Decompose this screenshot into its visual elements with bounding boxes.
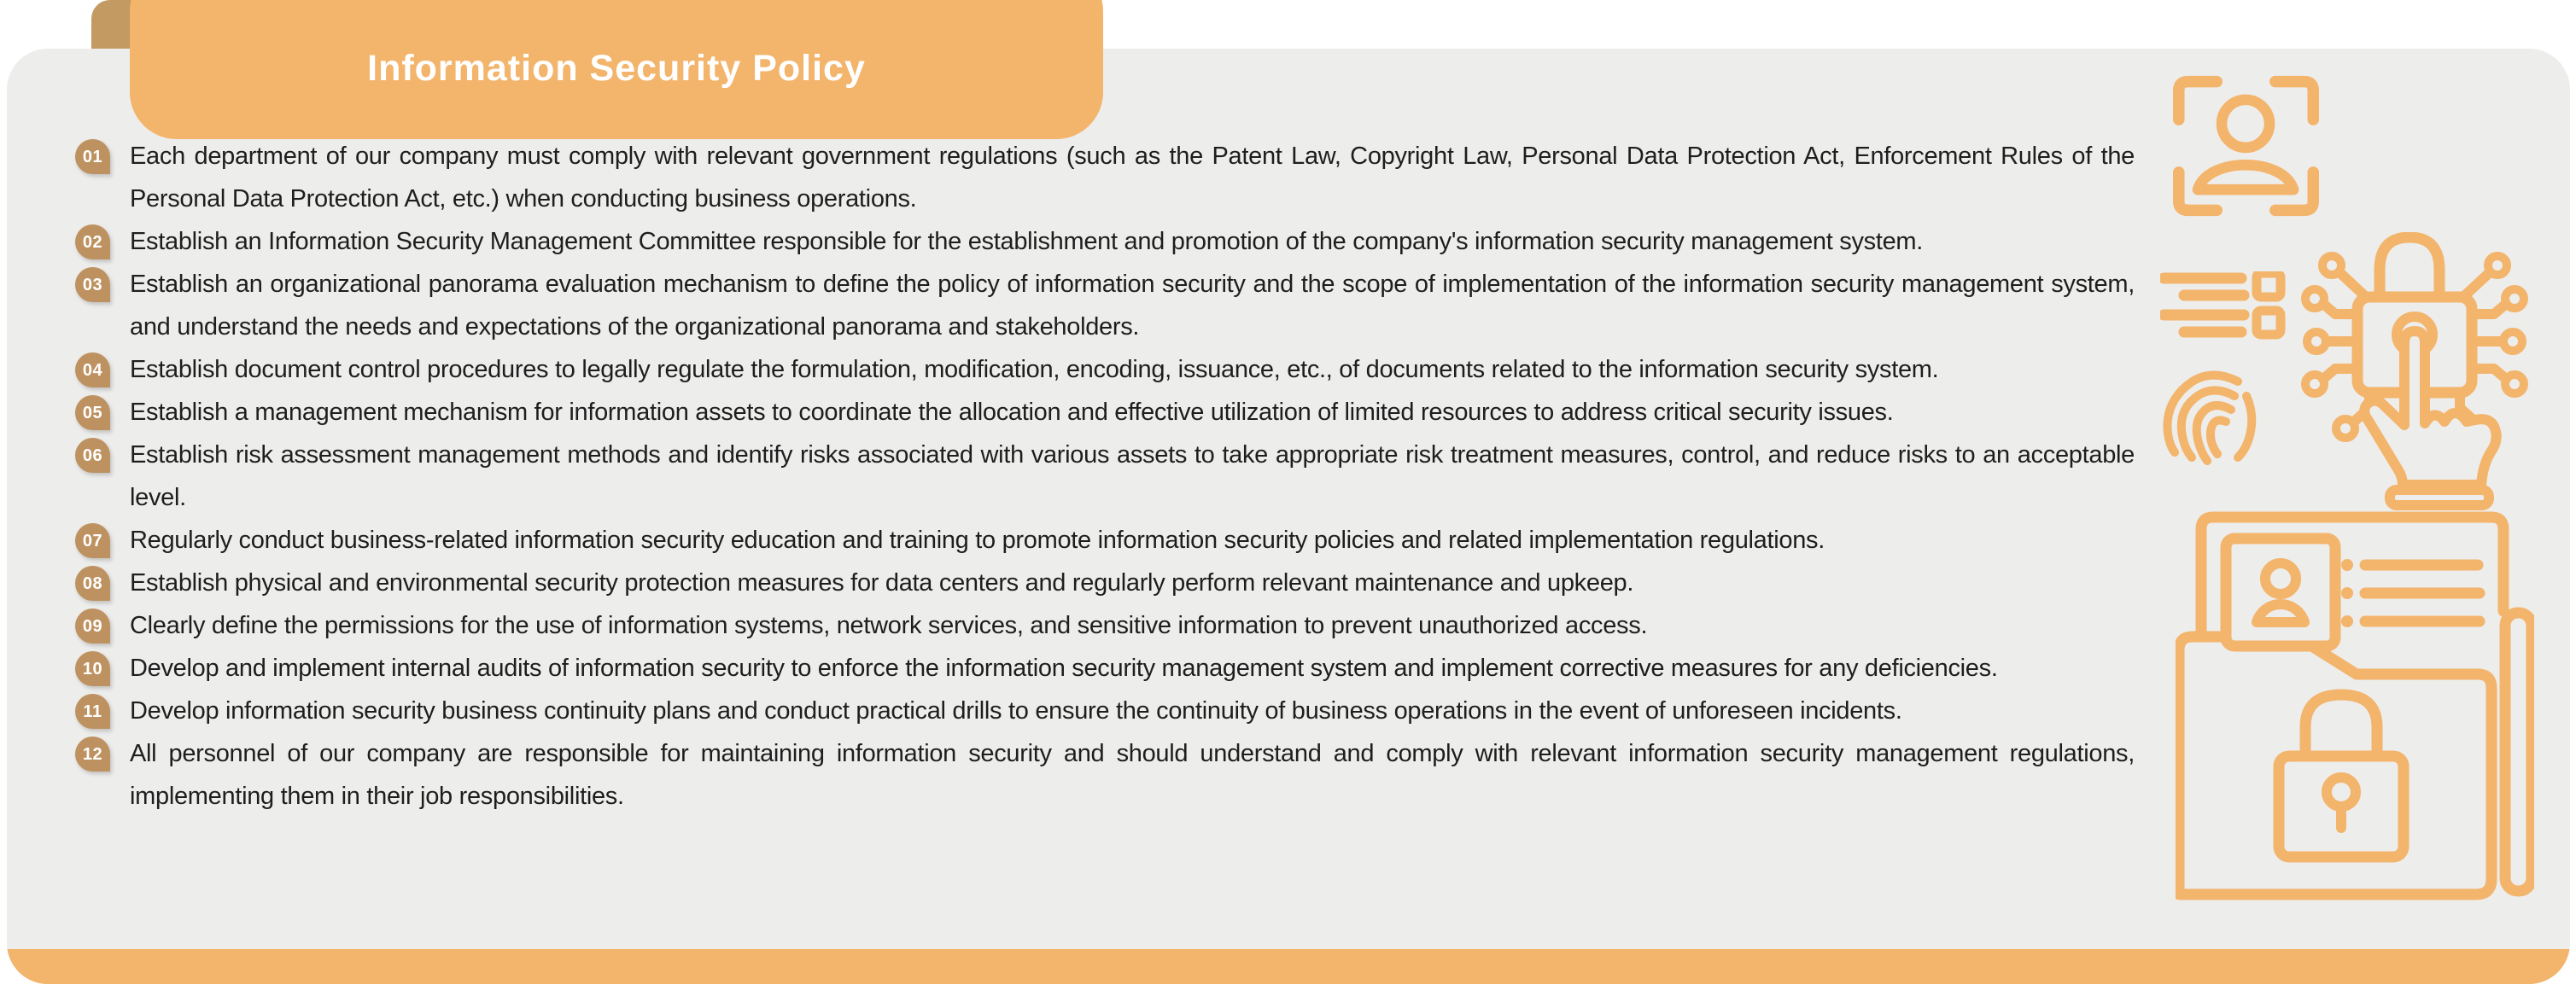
item-text: Establish an Information Security Management Committee responsible for the establishment and promotion of the company's information security management system. [130, 228, 1924, 255]
item-text: Establish document control procedures to legally regulate the formulation, modification, encoding, issuance, etc., of documents related to the information security system. [130, 356, 1939, 383]
policy-list [75, 135, 2135, 818]
policy-item [75, 391, 2135, 434]
fingerprint-icon [2161, 367, 2258, 475]
policy-item [75, 690, 2135, 732]
policy-item [75, 519, 2135, 562]
secure-documents-folder-icon [2176, 510, 2534, 905]
item-number-badge: 02 [75, 224, 110, 259]
item-number-badge: 10 [75, 651, 110, 686]
item-text: Establish a management mechanism for information assets to coordinate the allocation and effective utilization of limited resources to address critical security issues. [130, 399, 1894, 426]
item-number-badge: 04 [75, 352, 110, 387]
policy-item [75, 348, 2135, 391]
bottom-accent-bar [7, 949, 2570, 984]
item-text: Develop information security business continuity plans and conduct practical drills to ensure the continuity of business operations in the event of unforeseen incidents. [130, 697, 1902, 725]
policy-item [75, 220, 2135, 263]
item-number-badge: 03 [75, 267, 110, 302]
policy-item [75, 562, 2135, 604]
face-scan-icon [2167, 73, 2326, 219]
policy-item [75, 434, 2135, 519]
policy-item [75, 647, 2135, 690]
item-number-badge: 08 [75, 566, 110, 601]
item-text: Develop and implement internal audits of information security to enforce the information security management system and implement corrective measures for any deficiencies. [130, 655, 1998, 682]
item-text: Clearly define the permissions for the use of information systems, network services, and sensitive information to prevent unauthorized access. [130, 612, 1648, 639]
item-number-badge: 12 [75, 737, 110, 772]
item-text: Each department of our company must comply with relevant government regulations (such as the Patent Law, Copyright Law, Personal Data Protection Act, Enforcement Rules of the Personal Data Protection Act, etc.) when conducting business operations. [130, 143, 2135, 213]
item-number-badge: 05 [75, 395, 110, 430]
policy-item [75, 732, 2135, 818]
data-lines-icon [2160, 271, 2288, 341]
item-number-badge: 09 [75, 609, 110, 644]
item-text: Regularly conduct business-related information security education and training to promote information security policies and related implementation regulations. [130, 527, 1825, 554]
item-text: Establish physical and environmental security protection measures for data centers and regularly perform relevant maintenance and upkeep. [130, 569, 1634, 597]
policy-item [75, 135, 2135, 220]
item-number-badge: 06 [75, 438, 110, 473]
item-number-badge: 01 [75, 139, 110, 174]
policy-item [75, 604, 2135, 647]
title-tab [130, 0, 1103, 139]
page-title: Information Security Policy [367, 48, 866, 89]
item-text: Establish an organizational panorama evaluation mechanism to define the policy of information security and the scope of implementation of the information security management system, and understand the needs and expectations of the organizational panorama and stakeholders. [130, 271, 2135, 341]
circuit-lock-touch-icon [2291, 232, 2547, 552]
item-number-badge: 07 [75, 523, 110, 558]
item-number-badge: 11 [75, 694, 110, 729]
item-text: All personnel of our company are responsible for maintaining information security and should understand and comply with relevant information security management regulations, implementing them in their job responsibilities. [130, 740, 2135, 810]
item-text: Establish risk assessment management methods and identify risks associated with various assets to take appropriate risk treatment measures, control, and reduce risks to an acceptable level. [130, 441, 2135, 511]
policy-item [75, 263, 2135, 348]
